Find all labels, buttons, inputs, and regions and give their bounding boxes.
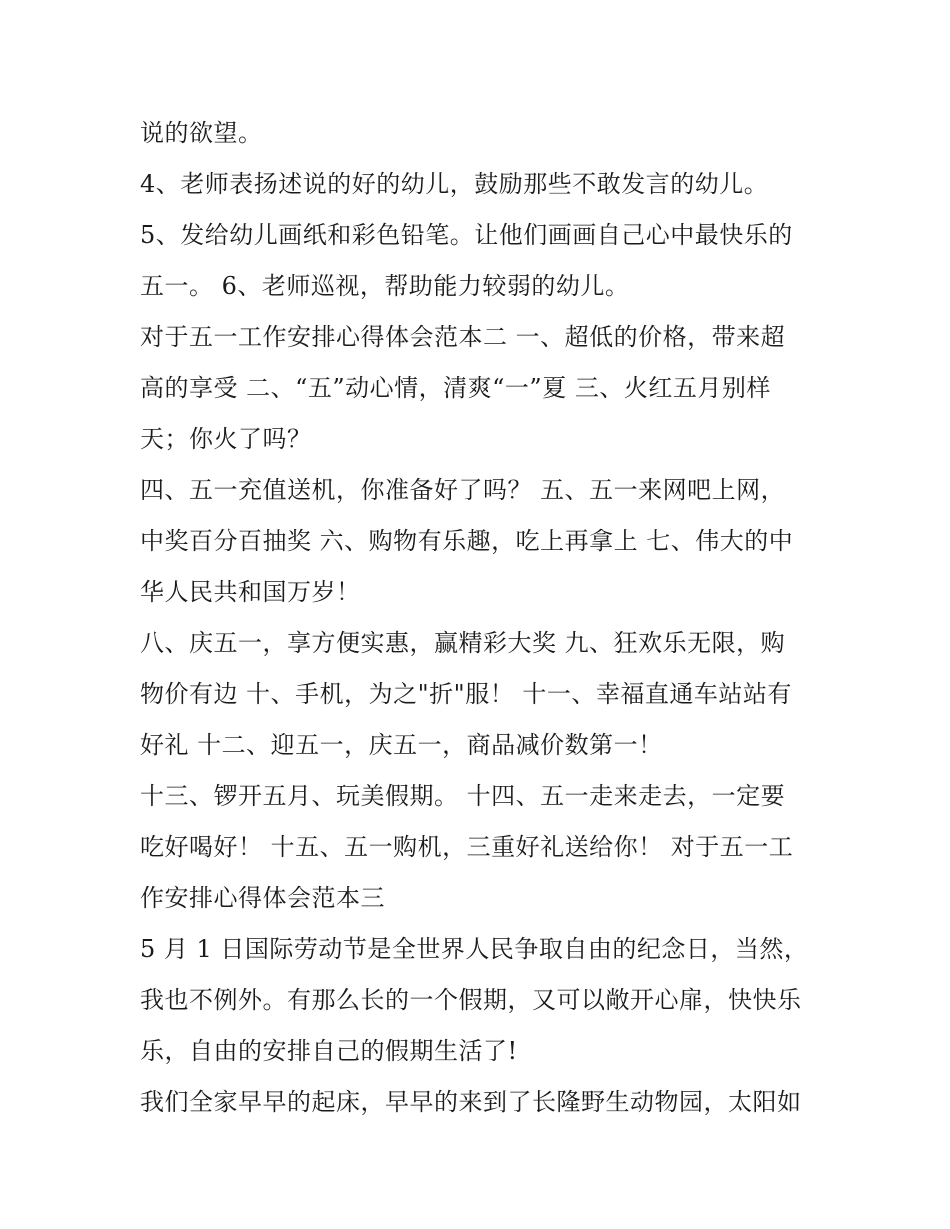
text-line: 中奖百分百抽奖 六、购物有乐趣，吃上再拿上 七、伟大的中	[140, 527, 794, 555]
text-line: 作安排心得体会范本三	[140, 884, 385, 912]
text-line: 好礼 十二、迎五一，庆五一，商品减价数第一！	[140, 731, 663, 759]
text-line: 十三、锣开五月、玩美假期。 十四、五一走来走去，一定要	[140, 782, 786, 810]
text-line: 4、老师表扬述说的好的幼儿，鼓励那些不敢发言的幼儿。	[140, 170, 769, 198]
text-line: 我们全家早早的起床，早早的来到了长隆野生动物园，太阳如	[140, 1088, 802, 1116]
text-line: 5、发给幼儿画纸和彩色铅笔。让他们画画自己心中最快乐的	[140, 221, 793, 249]
text-line: 乐，自由的安排自己的假期生活了!	[140, 1037, 518, 1065]
text-line: 5 月 1 日国际劳动节是全世界人民争取自由的纪念日，当然，	[140, 935, 809, 963]
text-line: 华人民共和国万岁！	[140, 578, 361, 606]
text-line: 物价有边 十、手机，为之"折"服！ 十一、幸福直通车站站有	[140, 680, 792, 708]
text-line: 天；你火了吗？	[140, 425, 312, 453]
text-line: 八、庆五一，享方便实惠，赢精彩大奖 九、狂欢乐无限，购	[140, 629, 786, 657]
text-line: 五一。 6、老师巡视，帮助能力较弱的幼儿。	[140, 272, 630, 300]
text-line: 高的享受 二、“五”动心情，清爽“一”夏 三、火红五月别样	[140, 374, 771, 402]
text-line: 说的欲望。	[140, 119, 263, 147]
text-line: 我也不例外。有那么长的一个假期，又可以敞开心扉，快快乐	[140, 986, 802, 1014]
text-line: 对于五一工作安排心得体会范本二 一、超低的价格，带来超	[140, 323, 786, 351]
text-line: 四、五一充值送机，你准备好了吗？ 五、五一来网吧上网，	[140, 476, 786, 504]
document-body	[140, 108, 820, 1128]
text-line: 吃好喝好！ 十五、五一购机，三重好礼送给你！ 对于五一工	[140, 833, 794, 861]
